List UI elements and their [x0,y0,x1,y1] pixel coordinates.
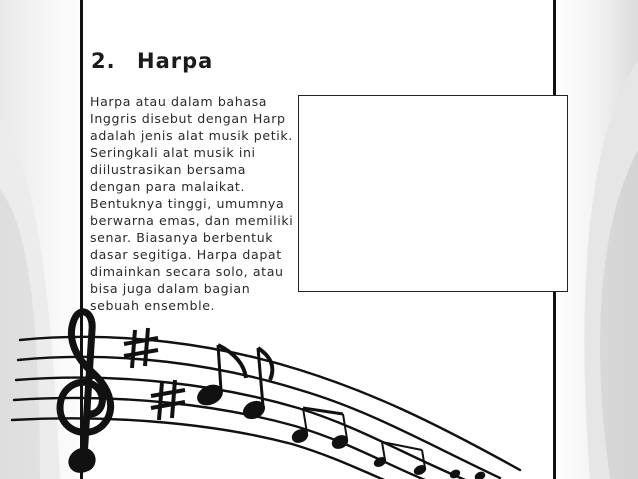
body-line: Harpa atau dalam bahasa [90,94,268,109]
eighth-note-icon [194,345,272,422]
body-line: dimainkan secara solo, atau [90,264,284,279]
body-line: berwarna emas, dan memiliki [90,213,294,228]
body-line: senar. Biasanya berbentuk [90,230,274,245]
body-line: Inggris disebut dengan Harp [90,111,286,126]
slide-title [91,49,213,73]
music-notes-decoration [0,300,638,479]
body-line: dengan para malaikat. [90,179,246,194]
body-line: Seringkali alat musik ini [90,145,256,160]
sharp-icon [124,328,158,368]
image-placeholder[interactable] [298,95,568,292]
sharp-icon [151,380,185,420]
title-number: 2. [91,49,116,73]
body-line: Bentuknya tinggi, umumnya [90,196,285,211]
title-text: Harpa [137,49,214,73]
body-line: dasar segitiga. Harpa dapat [90,247,282,262]
eighth-note-icon [290,408,486,479]
body-line: sebuah ensemble. [90,298,216,313]
body-line: adalah jenis alat musik petik. [90,128,293,143]
body-paragraph [90,93,302,314]
body-line: diilustrasikan bersama [90,162,247,177]
body-line: bisa juga dalam bagian [90,281,251,296]
